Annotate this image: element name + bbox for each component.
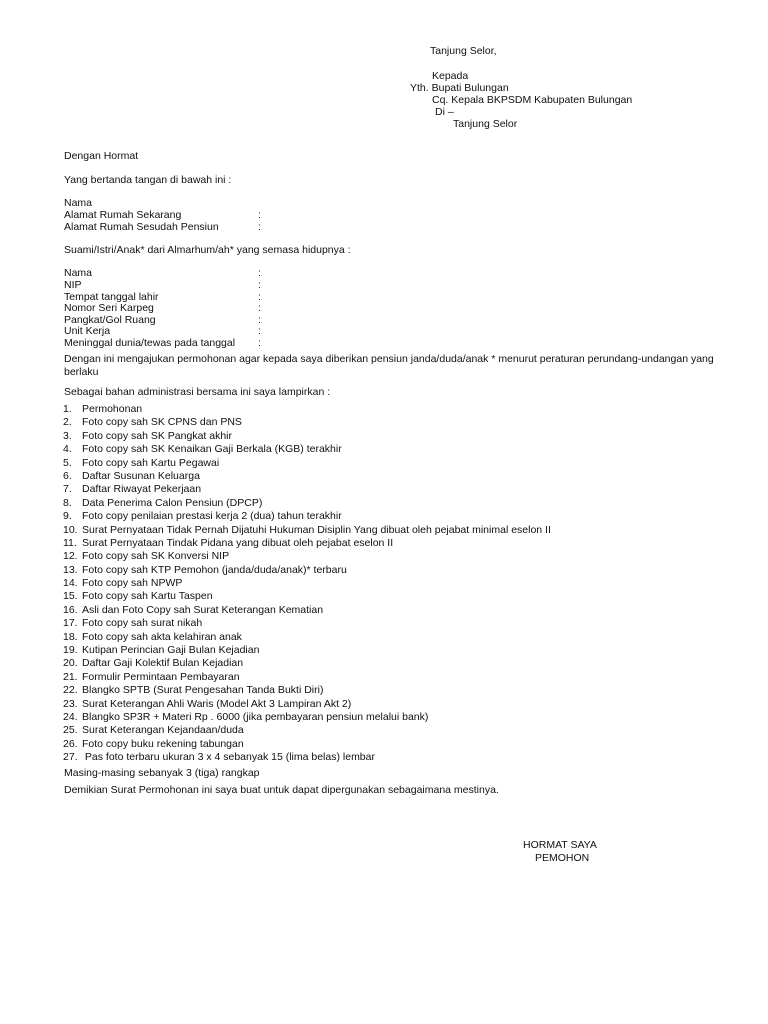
list-item-text: Surat Keterangan Kejandaan/duda: [82, 724, 244, 737]
list-item: [63, 590, 551, 603]
list-item-number: 15.: [63, 590, 78, 603]
list-item-text: Foto copy sah surat nikah: [82, 617, 203, 630]
field-label: Alamat Rumah Sesudah Pensiun: [64, 221, 219, 233]
field-label: Meninggal dunia/tewas pada tanggal: [64, 337, 236, 349]
list-item: [63, 617, 551, 630]
field-label: Nama: [64, 267, 93, 279]
list-item: [63, 550, 551, 563]
list-item-text: Blangko SP3R + Materi Rp . 6000 (jika pembayaran pensiun melalui bank): [82, 710, 429, 723]
attachments-list: [63, 403, 551, 765]
list-item-number: 2.: [63, 416, 72, 429]
list-item-text: Daftar Susunan Keluarga: [82, 469, 200, 482]
list-item-text: Foto copy sah SK Konversi NIP: [82, 550, 230, 563]
list-item-text: Foto copy sah Kartu Pegawai: [82, 456, 220, 469]
list-item-text: Foto copy sah SK Pangkat akhir: [82, 429, 232, 442]
list-item-number: 22.: [63, 684, 78, 697]
field-label: Unit Kerja: [64, 325, 111, 337]
list-item-text: Surat Pernyataan Tidak Pernah Dijatuhi Hukuman Disiplin Yang dibuat oleh pejabat minimal eselon II: [82, 523, 551, 536]
list-item-number: 12.: [63, 550, 78, 563]
field-colon: :: [258, 291, 261, 303]
list-item-text: Surat Keterangan Ahli Waris (Model Akt 3 Lampiran Akt 2): [82, 697, 352, 710]
request-paragraph: Dengan ini mengajukan permohonan agar kepada saya diberikan pensiun janda/duda/anak * menurut peraturan perundang-undangan yang berlaku: [64, 353, 714, 379]
recipient-kepada: Kepada: [432, 70, 469, 82]
list-item-text: Foto copy penilaian prestasi kerja 2 (dua) tahun terakhir: [82, 510, 342, 523]
list-item-number: 6.: [63, 469, 72, 482]
list-item: [63, 443, 551, 456]
list-item: [63, 724, 551, 737]
recipient-city: Tanjung Selor: [453, 118, 518, 130]
list-item: [63, 524, 551, 537]
list-item-number: 10.: [63, 523, 78, 536]
list-item-number: 27.: [63, 751, 78, 764]
list-item-number: 8.: [63, 496, 72, 509]
list-item-text: Foto copy sah NPWP: [82, 577, 183, 590]
list-item-text: Pas foto terbaru ukuran 3 x 4 sebanyak 15 (lima belas) lembar: [82, 751, 375, 764]
list-item-number: 1.: [63, 403, 72, 415]
list-item: [63, 738, 551, 751]
list-item-text: Permohonan: [82, 403, 143, 415]
greeting: Dengan Hormat: [64, 150, 139, 162]
field-label: Alamat Rumah Sekarang: [64, 209, 182, 221]
list-item-text: Blangko SPTB (Surat Pengesahan Tanda Bukti Diri): [82, 684, 324, 697]
list-item: [63, 403, 551, 416]
signature-role: PEMOHON: [535, 852, 590, 864]
field-colon: :: [258, 221, 261, 233]
field-label: NIP: [64, 279, 82, 291]
field-label: Pangkat/Gol Ruang: [64, 314, 156, 326]
list-item-number: 24.: [63, 710, 78, 723]
field-label: Nomor Seri Karpeg: [64, 302, 154, 314]
list-item-number: 20.: [63, 657, 78, 670]
attachments-intro: Sebagai bahan administrasi bersama ini saya lampirkan :: [64, 386, 331, 398]
list-item: [63, 457, 551, 470]
list-item: [63, 497, 551, 510]
list-item: [63, 577, 551, 590]
list-item: [63, 470, 551, 483]
list-item-number: 7.: [63, 483, 72, 496]
field-colon: :: [258, 209, 261, 221]
list-item-text: Daftar Gaji Kolektif Bulan Kejadian: [82, 657, 244, 670]
list-item-number: 4.: [63, 443, 72, 456]
list-item: [63, 631, 551, 644]
list-item-number: 25.: [63, 724, 78, 737]
list-item-text: Foto copy buku rekening tabungan: [82, 737, 244, 750]
recipient-di: Di –: [435, 106, 454, 118]
list-item-number: 3.: [63, 429, 72, 442]
list-item-number: 26.: [63, 737, 78, 750]
field-label: Nama: [64, 197, 93, 209]
list-item: [63, 537, 551, 550]
list-item-text: Kutipan Perincian Gaji Bulan Kejadian: [82, 644, 260, 657]
field-colon: :: [258, 314, 261, 326]
field-label: Tempat tanggal lahir: [64, 291, 159, 303]
list-item-number: 18.: [63, 630, 78, 643]
recipient-cq: Cq. Kepala BKPSDM Kabupaten Bulungan: [432, 94, 633, 106]
copies-note: Masing-masing sebanyak 3 (tiga) rangkap: [64, 767, 260, 779]
list-item: [63, 711, 551, 724]
list-item: [63, 657, 551, 670]
field-colon: :: [258, 279, 261, 291]
list-item-text: Daftar Riwayat Pekerjaan: [82, 483, 202, 496]
place-date: Tanjung Selor,: [430, 45, 497, 57]
list-item: [63, 644, 551, 657]
recipient-yth: Yth. Bupati Bulungan: [410, 82, 509, 94]
field-colon: :: [258, 302, 261, 314]
list-item-number: 19.: [63, 644, 78, 657]
list-item-text: Formulir Permintaan Pembayaran: [82, 670, 240, 683]
list-item-number: 5.: [63, 456, 72, 469]
list-item: [63, 671, 551, 684]
field-colon: :: [258, 337, 261, 349]
list-item: [63, 430, 551, 443]
list-item-text: Asli dan Foto Copy sah Surat Keterangan Kematian: [82, 603, 324, 616]
list-item-number: 13.: [63, 563, 78, 576]
list-item: [63, 698, 551, 711]
list-item-number: 9.: [63, 510, 72, 523]
list-item: [63, 510, 551, 523]
field-colon: :: [258, 325, 261, 337]
list-item-number: 16.: [63, 603, 78, 616]
list-item-number: 23.: [63, 697, 78, 710]
field-colon: :: [258, 267, 261, 279]
list-item-text: Foto copy sah KTP Pemohon (janda/duda/anak)* terbaru: [82, 563, 347, 576]
list-item-text: Foto copy sah akta kelahiran anak: [82, 630, 242, 643]
list-item: [63, 604, 551, 617]
list-item: [63, 751, 551, 764]
list-item: [63, 684, 551, 697]
intro-text: Yang bertanda tangan di bawah ini :: [64, 174, 232, 186]
list-item-number: 14.: [63, 577, 78, 590]
list-item-number: 11.: [63, 536, 77, 549]
closing-paragraph: Demikian Surat Permohonan ini saya buat untuk dapat dipergunakan sebagaimana mestinya.: [64, 784, 499, 796]
list-item-text: Foto copy sah Kartu Taspen: [82, 590, 213, 603]
list-item: [63, 564, 551, 577]
list-item: [63, 483, 551, 496]
list-item-text: Data Penerima Calon Pensiun (DPCP): [82, 496, 263, 509]
list-item: [63, 416, 551, 429]
list-item-text: Foto copy sah SK CPNS dan PNS: [82, 416, 242, 429]
list-item-text: Foto copy sah SK Kenaikan Gaji Berkala (KGB) terakhir: [82, 443, 342, 456]
list-item-number: 17.: [63, 617, 78, 630]
signature-greeting: HORMAT SAYA: [523, 839, 597, 851]
relation-intro: Suami/Istri/Anak* dari Almarhum/ah* yang semasa hidupnya :: [64, 244, 351, 256]
list-item-text: Surat Pernyataan Tindak Pidana yang dibuat oleh pejabat eselon II: [82, 536, 394, 549]
list-item-number: 21.: [63, 670, 78, 683]
